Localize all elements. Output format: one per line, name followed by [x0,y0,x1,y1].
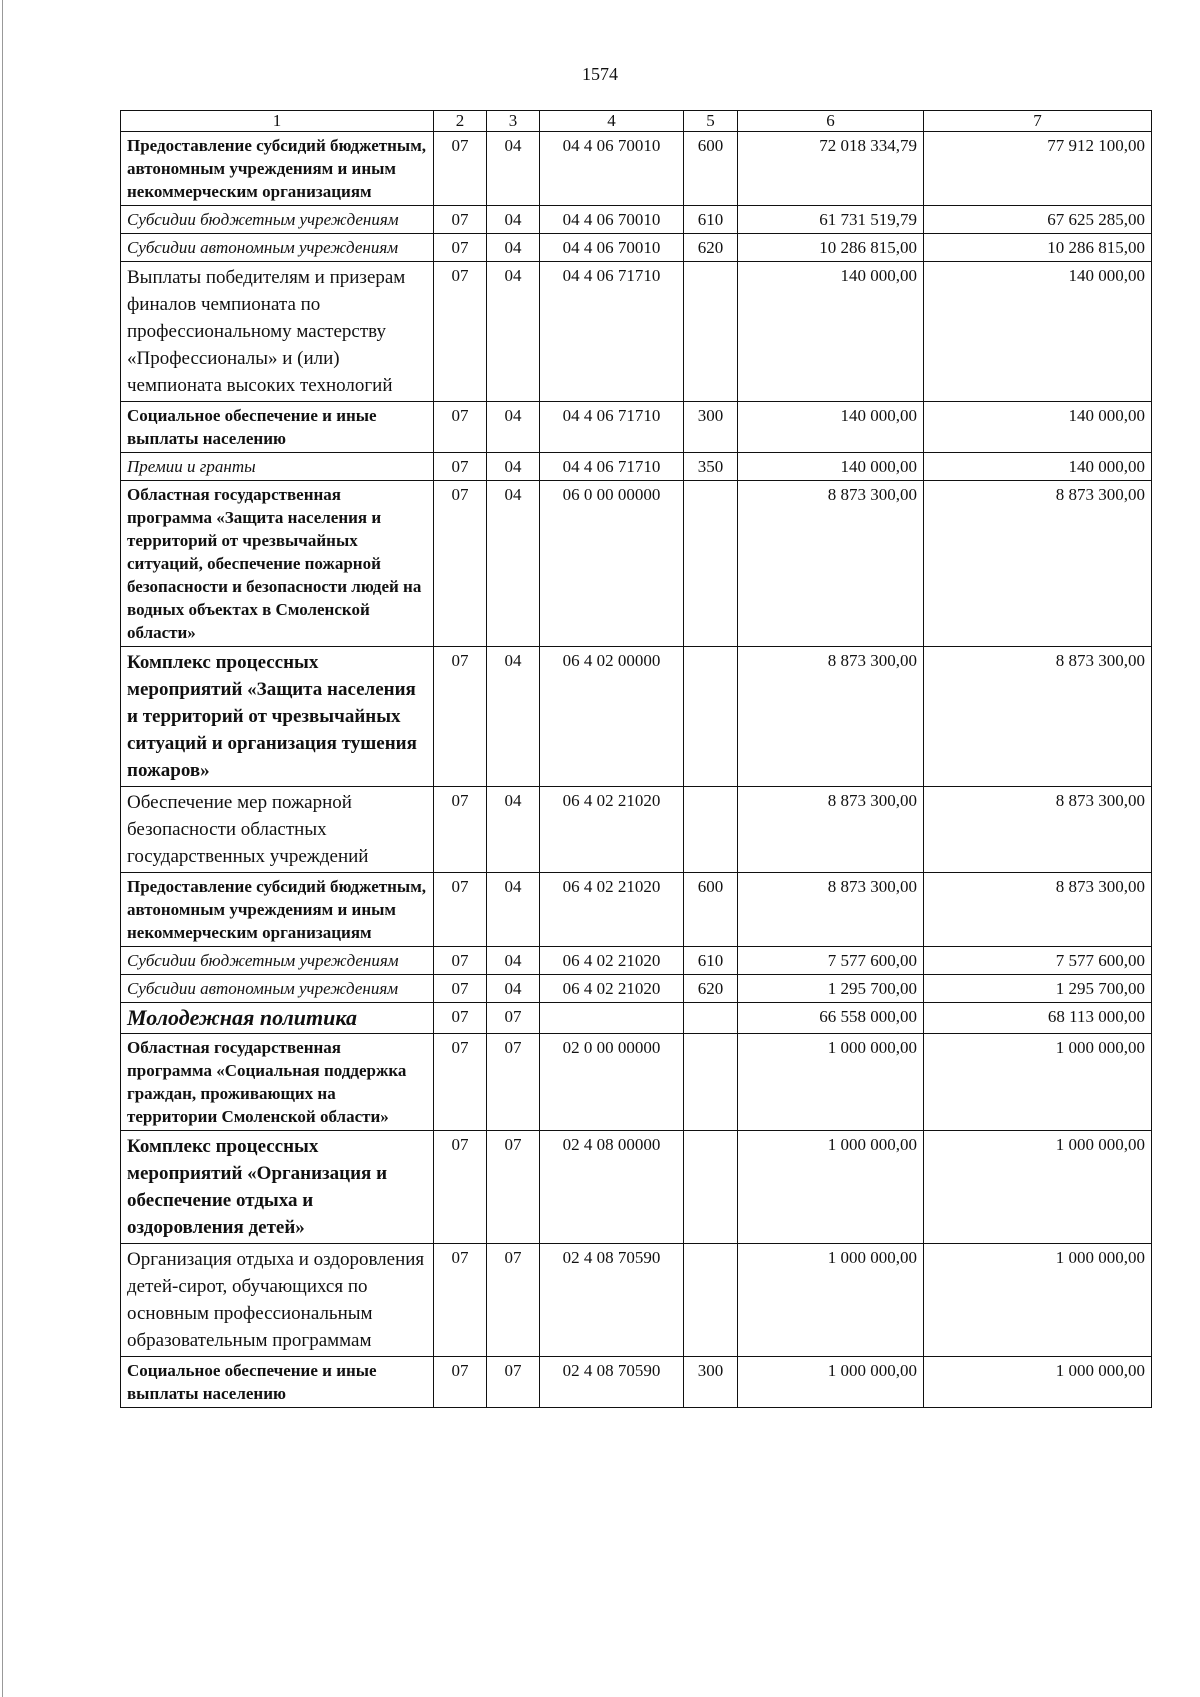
row-amount-year1-cell: 61 731 519,79 [738,206,924,234]
row-section-cell: 07 [434,453,487,481]
row-target-article-cell: 04 4 06 71710 [540,402,684,453]
row-subsection-cell: 04 [487,787,540,873]
table-row [121,1244,1152,1357]
row-subsection-cell: 07 [487,1357,540,1408]
row-amount-year2-cell: 10 286 815,00 [924,234,1152,262]
table-row [121,1357,1152,1408]
row-target-article-cell: 02 4 08 70590 [540,1244,684,1357]
row-expense-type-cell [684,647,738,787]
row-expense-type-cell: 600 [684,873,738,947]
row-name-cell: Премии и гранты [121,453,434,481]
row-expense-type-cell [684,1244,738,1357]
row-name-cell: Областная государственная программа «Защита населения и территорий от чрезвычайных ситуаций, обеспечение пожарной безопасности и безопасности людей на водных объектах в Смоленской области» [121,481,434,647]
row-name-cell: Субсидии бюджетным учреждениям [121,206,434,234]
row-expense-type-cell: 610 [684,947,738,975]
row-target-article-cell: 02 4 08 00000 [540,1131,684,1244]
row-subsection-cell: 04 [487,947,540,975]
row-expense-type-cell [684,787,738,873]
row-amount-year2-cell: 140 000,00 [924,453,1152,481]
table-body [121,132,1152,1408]
row-target-article-cell: 06 4 02 21020 [540,873,684,947]
row-section-cell: 07 [434,1131,487,1244]
row-expense-type-cell [684,1003,738,1034]
row-expense-type-cell: 620 [684,975,738,1003]
row-expense-type-cell [684,1034,738,1131]
row-subsection-cell: 07 [487,1244,540,1357]
row-section-cell: 07 [434,206,487,234]
row-target-article-cell: 04 4 06 70010 [540,132,684,206]
table-row [121,402,1152,453]
row-amount-year1-cell: 66 558 000,00 [738,1003,924,1034]
row-section-cell: 07 [434,873,487,947]
row-expense-type-cell: 600 [684,132,738,206]
row-name-cell: Выплаты победителям и призерам финалов чемпионата по профессиональному мастерству «Профессионалы» и (или) чемпионата высоких технологий [121,262,434,402]
row-amount-year1-cell: 72 018 334,79 [738,132,924,206]
row-amount-year2-cell: 8 873 300,00 [924,481,1152,647]
header-col-5: 5 [684,111,738,132]
row-section-cell: 07 [434,947,487,975]
row-subsection-cell: 04 [487,402,540,453]
row-amount-year1-cell: 8 873 300,00 [738,787,924,873]
row-target-article-cell: 06 0 00 00000 [540,481,684,647]
row-section-cell: 07 [434,647,487,787]
row-target-article-cell: 04 4 06 71710 [540,453,684,481]
table-row [121,262,1152,402]
row-section-cell: 07 [434,1244,487,1357]
row-expense-type-cell [684,262,738,402]
row-name-cell: Субсидии автономным учреждениям [121,975,434,1003]
row-target-article-cell: 06 4 02 21020 [540,947,684,975]
row-section-cell: 07 [434,787,487,873]
row-amount-year2-cell: 1 000 000,00 [924,1244,1152,1357]
row-name-cell: Предоставление субсидий бюджетным, автономным учреждениям и иным некоммерческим организациям [121,132,434,206]
header-col-3: 3 [487,111,540,132]
row-amount-year2-cell: 7 577 600,00 [924,947,1152,975]
table-row [121,234,1152,262]
row-section-cell: 07 [434,481,487,647]
row-section-cell: 07 [434,132,487,206]
row-amount-year2-cell: 8 873 300,00 [924,647,1152,787]
row-amount-year2-cell: 1 000 000,00 [924,1357,1152,1408]
row-amount-year2-cell: 68 113 000,00 [924,1003,1152,1034]
row-target-article-cell: 04 4 06 70010 [540,206,684,234]
table-row [121,481,1152,647]
table-row [121,453,1152,481]
row-name-cell: Субсидии бюджетным учреждениям [121,947,434,975]
row-expense-type-cell: 620 [684,234,738,262]
row-amount-year2-cell: 1 000 000,00 [924,1034,1152,1131]
row-amount-year1-cell: 1 295 700,00 [738,975,924,1003]
row-subsection-cell: 04 [487,132,540,206]
row-amount-year2-cell: 67 625 285,00 [924,206,1152,234]
row-subsection-cell: 07 [487,1131,540,1244]
header-col-7: 7 [924,111,1152,132]
row-amount-year1-cell: 10 286 815,00 [738,234,924,262]
row-name-cell: Обеспечение мер пожарной безопасности областных государственных учреждений [121,787,434,873]
row-amount-year1-cell: 7 577 600,00 [738,947,924,975]
row-amount-year1-cell: 140 000,00 [738,453,924,481]
row-subsection-cell: 04 [487,873,540,947]
row-subsection-cell: 04 [487,975,540,1003]
header-col-6: 6 [738,111,924,132]
row-subsection-cell: 04 [487,262,540,402]
table-row [121,873,1152,947]
row-name-cell: Социальное обеспечение и иные выплаты населению [121,1357,434,1408]
row-target-article-cell: 06 4 02 21020 [540,975,684,1003]
page-number: 1574 [582,64,618,84]
row-subsection-cell: 07 [487,1034,540,1131]
row-amount-year2-cell: 140 000,00 [924,402,1152,453]
table-row [121,1034,1152,1131]
row-target-article-cell: 02 0 00 00000 [540,1034,684,1131]
table-row [121,975,1152,1003]
row-expense-type-cell: 300 [684,1357,738,1408]
row-amount-year1-cell: 1 000 000,00 [738,1034,924,1131]
budget-table [120,110,1152,1408]
table-row [121,1131,1152,1244]
row-name-cell: Предоставление субсидий бюджетным, автономным учреждениям и иным некоммерческим организациям [121,873,434,947]
row-amount-year1-cell: 8 873 300,00 [738,481,924,647]
row-name-cell: Областная государственная программа «Социальная поддержка граждан, проживающих на территории Смоленской области» [121,1034,434,1131]
row-subsection-cell: 04 [487,647,540,787]
row-name-cell: Организация отдыха и оздоровления детей-сирот, обучающихся по основным профессиональным образовательным программам [121,1244,434,1357]
row-amount-year2-cell: 140 000,00 [924,262,1152,402]
row-target-article-cell [540,1003,684,1034]
row-subsection-cell: 04 [487,481,540,647]
row-expense-type-cell [684,481,738,647]
row-section-cell: 07 [434,402,487,453]
row-section-cell: 07 [434,1003,487,1034]
row-subsection-cell: 04 [487,453,540,481]
row-subsection-cell: 04 [487,234,540,262]
row-name-cell: Комплекс процессных мероприятий «Защита населения и территорий от чрезвычайных ситуаций и организация тушения пожаров» [121,647,434,787]
row-target-article-cell: 04 4 06 70010 [540,234,684,262]
row-amount-year2-cell: 8 873 300,00 [924,787,1152,873]
row-expense-type-cell: 300 [684,402,738,453]
row-amount-year2-cell: 1 000 000,00 [924,1131,1152,1244]
table-row [121,206,1152,234]
row-section-cell: 07 [434,1357,487,1408]
row-name-cell: Социальное обеспечение и иные выплаты населению [121,402,434,453]
table-row [121,787,1152,873]
row-target-article-cell: 02 4 08 70590 [540,1357,684,1408]
row-section-cell: 07 [434,262,487,402]
row-name-cell: Субсидии автономным учреждениям [121,234,434,262]
table-row [121,132,1152,206]
row-amount-year1-cell: 8 873 300,00 [738,873,924,947]
table-row [121,947,1152,975]
row-name-cell: Комплекс процессных мероприятий «Организация и обеспечение отдыха и оздоровления детей» [121,1131,434,1244]
row-expense-type-cell [684,1131,738,1244]
row-amount-year1-cell: 1 000 000,00 [738,1244,924,1357]
row-amount-year1-cell: 8 873 300,00 [738,647,924,787]
row-target-article-cell: 04 4 06 71710 [540,262,684,402]
row-amount-year1-cell: 140 000,00 [738,262,924,402]
header-col-1: 1 [121,111,434,132]
row-expense-type-cell: 350 [684,453,738,481]
header-row [121,111,1152,132]
row-amount-year2-cell: 8 873 300,00 [924,873,1152,947]
row-section-cell: 07 [434,975,487,1003]
header-col-2: 2 [434,111,487,132]
row-section-cell: 07 [434,1034,487,1131]
row-subsection-cell: 04 [487,206,540,234]
table-header [121,111,1152,132]
table-row [121,1003,1152,1034]
scan-edge-line [2,0,3,1697]
row-amount-year1-cell: 140 000,00 [738,402,924,453]
row-amount-year1-cell: 1 000 000,00 [738,1357,924,1408]
row-subsection-cell: 07 [487,1003,540,1034]
row-section-cell: 07 [434,234,487,262]
row-amount-year2-cell: 1 295 700,00 [924,975,1152,1003]
row-name-cell: Молодежная политика [121,1003,434,1034]
row-target-article-cell: 06 4 02 21020 [540,787,684,873]
row-target-article-cell: 06 4 02 00000 [540,647,684,787]
header-col-4: 4 [540,111,684,132]
row-amount-year1-cell: 1 000 000,00 [738,1131,924,1244]
row-expense-type-cell: 610 [684,206,738,234]
row-amount-year2-cell: 77 912 100,00 [924,132,1152,206]
table-row [121,647,1152,787]
